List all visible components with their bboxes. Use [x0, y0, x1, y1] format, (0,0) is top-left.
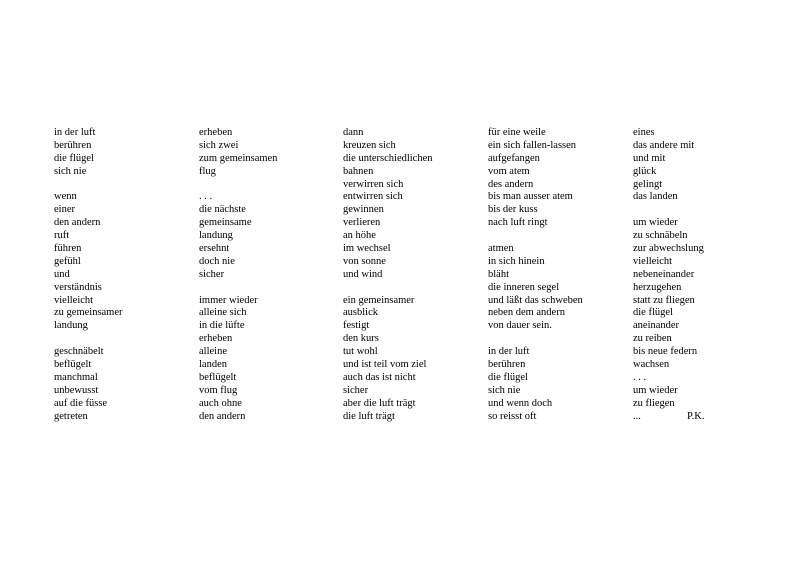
poem-line: an höhe	[343, 230, 376, 242]
poem-line: sicher	[343, 384, 369, 396]
poem-line: ruft	[54, 230, 70, 242]
poem-line: und ist teil vom ziel	[343, 359, 427, 371]
poem-line: erheben	[199, 127, 233, 138]
poem	[0, 127, 798, 437]
poem-line: eines	[633, 127, 655, 138]
poem-line	[343, 282, 478, 295]
poem-line: und wenn doch	[488, 397, 553, 409]
poem-line: gelingt	[633, 178, 663, 190]
poem-line: nach luft ringt	[488, 217, 548, 229]
poem-line: nebeneinander	[633, 268, 695, 280]
poem-line	[54, 333, 184, 346]
poem-line: auf die füsse	[54, 397, 108, 409]
poem-line: landung	[54, 320, 88, 332]
poem-line: herzugehen	[633, 281, 682, 293]
poem-line: das andere mit	[633, 139, 695, 151]
poem-line: das landen	[633, 191, 678, 203]
poem-line: vielleicht	[54, 294, 94, 306]
poem-line: beflügelt	[199, 371, 237, 383]
poem-line: gemeinsame	[199, 217, 252, 229]
poem-line: landung	[199, 230, 233, 242]
poem-line: wenn	[54, 191, 77, 203]
poem-line: vielleicht	[633, 255, 673, 267]
poem-line: auch ohne	[199, 397, 242, 409]
poem-line: verwirren sich	[343, 178, 404, 190]
poem-line: sicher	[199, 268, 225, 280]
poem-line: flug	[199, 165, 216, 177]
poem-line: geschnäbelt	[54, 346, 104, 358]
poem-line: entwirren sich	[343, 191, 403, 203]
poem-line: und wind	[343, 268, 383, 280]
poem-line: gewinnen	[343, 204, 384, 216]
poem-line: für eine weile	[488, 127, 546, 138]
poem-line: und läßt das schweben	[488, 294, 583, 306]
poem-line: aber die luft trägt	[343, 397, 416, 409]
poem-line: unbewusst	[54, 384, 99, 396]
poem-line: ein gemeinsamer	[343, 294, 415, 306]
poem-line: beflügelt	[54, 359, 92, 371]
poem-line: bläht	[488, 268, 509, 280]
poem-line: manchmal	[54, 371, 98, 383]
poem-line: tut wohl	[343, 346, 378, 358]
poem-column-3	[343, 127, 478, 423]
poem-line: getreten	[54, 410, 88, 422]
poem-column-5	[633, 127, 763, 423]
poem-line: die nächste	[199, 204, 246, 216]
poem-line: in sich hinein	[488, 255, 545, 267]
poem-line: . . .	[199, 191, 213, 203]
poem-line: zu reiben	[633, 333, 672, 345]
poem-line: in der luft	[488, 346, 530, 358]
poem-line	[488, 230, 623, 243]
poem-line: die flügel	[488, 371, 528, 383]
poem-line: zur abwechslung	[633, 243, 704, 255]
poem-line	[488, 333, 623, 346]
poem-line: in die lüfte	[199, 320, 245, 332]
poem-line: aufgefangen	[488, 152, 540, 164]
poem-column-1	[54, 127, 184, 423]
poem-line: gefühl	[54, 255, 81, 267]
poem-line: wachsen	[633, 359, 670, 371]
poem-line: alleine sich	[199, 307, 247, 319]
poem-line: ein sich fallen-lassen	[488, 139, 577, 151]
poem-line: im wechsel	[343, 243, 391, 255]
poem-line: neben dem andern	[488, 307, 565, 319]
poem-line: landen	[199, 359, 227, 371]
poem-line: bahnen	[343, 165, 374, 177]
poem-line: verständnis	[54, 281, 102, 293]
poem-line: bis neue federn	[633, 346, 698, 358]
poem-line: immer wieder	[199, 294, 258, 306]
poem-column-4	[488, 127, 623, 423]
poem-line: vom flug	[199, 384, 238, 396]
poem-line: zu schnäbeln	[633, 230, 688, 242]
poem-line: die unterschiedlichen	[343, 152, 433, 164]
poem-line: einer	[54, 204, 75, 216]
poem-line	[633, 204, 763, 217]
poem-line: . . .	[633, 371, 647, 383]
poem-line: kreuzen sich	[343, 139, 396, 151]
poem-line: berühren	[54, 139, 92, 151]
poem-line: alleine	[199, 346, 227, 358]
poem-line: sich zwei	[199, 139, 239, 151]
poem-line	[199, 179, 329, 192]
poem-line: glück	[633, 165, 657, 177]
poem-line: aneinander	[633, 320, 680, 332]
poem-line: die luft trägt	[343, 410, 395, 422]
poem-line: führen	[54, 243, 82, 255]
poem-line: vom atem	[488, 165, 530, 177]
poem-line: um wieder	[633, 217, 678, 229]
poem-line: bis man ausser atem	[488, 191, 573, 203]
poem-line: die inneren segel	[488, 281, 560, 293]
poem-line: des andern	[488, 178, 534, 190]
poem-line: zum gemeinsamen	[199, 152, 278, 164]
poem-line: den andern	[199, 410, 246, 422]
poem-column-2	[199, 127, 329, 423]
poem-line: zu fliegen	[633, 397, 675, 409]
poem-line: in der luft	[54, 127, 96, 138]
poem-line: erheben	[199, 333, 233, 345]
poem-line: um wieder	[633, 384, 678, 396]
poem-line: die flügel	[54, 152, 94, 164]
poem-line: berühren	[488, 359, 526, 371]
poem-line: zu gemeinsamer	[54, 307, 123, 319]
poem-line: ...	[633, 410, 641, 422]
poem-line: die flügel	[633, 307, 673, 319]
poem-line: verlieren	[343, 217, 381, 229]
poem-line: sich nie	[54, 165, 87, 177]
poem-line: statt zu fliegen	[633, 294, 695, 306]
poem-line: sich nie	[488, 384, 521, 396]
poem-line: dann	[343, 127, 364, 138]
poem-line: so reisst oft	[488, 410, 537, 422]
poem-line: von sonne	[343, 255, 386, 267]
author-signature: P.K.	[687, 410, 705, 422]
poem-line: festigt	[343, 320, 370, 332]
poem-line: bis der kuss	[488, 204, 538, 216]
poem-line: ersehnt	[199, 243, 230, 255]
poem-line	[199, 282, 329, 295]
poem-line: und	[54, 268, 70, 280]
poem-line	[54, 179, 184, 192]
poem-line: und mit	[633, 152, 666, 164]
poem-line: den andern	[54, 217, 101, 229]
poem-line: den kurs	[343, 333, 379, 345]
poem-line: auch das ist nicht	[343, 371, 416, 383]
poem-line: von dauer sein.	[488, 320, 552, 332]
poem-line: atmen	[488, 243, 514, 255]
poem-line: ausblick	[343, 307, 378, 319]
poem-line: doch nie	[199, 255, 235, 267]
